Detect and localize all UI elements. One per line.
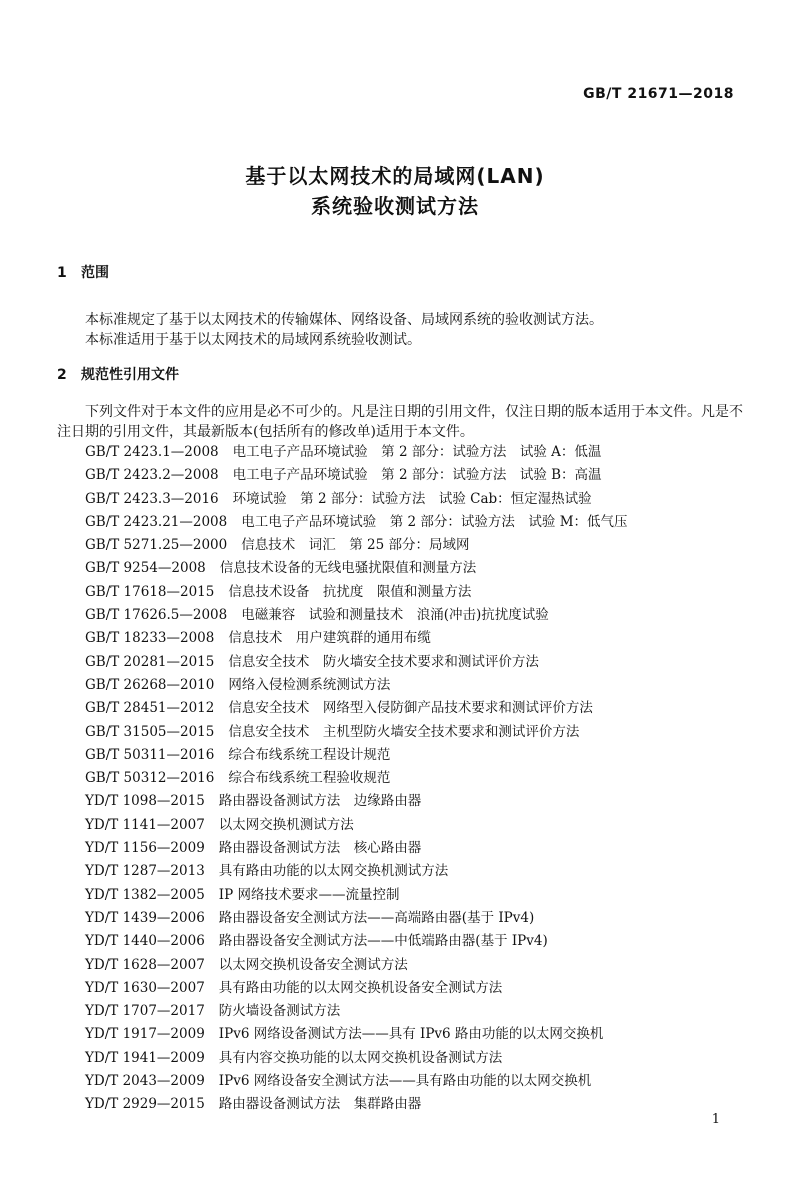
reference-code: YD/T 1440—2006 [85, 933, 205, 950]
reference-item [85, 721, 628, 744]
reference-item [85, 977, 628, 1000]
standard-code: GB/T 21671—2018 [583, 86, 734, 102]
reference-title: 路由器设备安全测试方法——中低端路由器(基于 IPv4) [218, 933, 548, 950]
reference-item [85, 1070, 628, 1093]
reference-item [85, 1047, 628, 1070]
reference-title: 信息技术设备的无线电骚扰限值和测量方法 [219, 560, 477, 577]
reference-item [85, 744, 628, 767]
reference-item [85, 557, 628, 580]
reference-item [85, 930, 628, 953]
section-title: 范围 [81, 265, 109, 281]
reference-item [85, 697, 628, 720]
reference-title: IP 网络技术要求——流量控制 [218, 886, 400, 903]
reference-code: YD/T 2043—2009 [85, 1073, 205, 1090]
reference-title: 路由器设备测试方法 核心路由器 [218, 840, 422, 857]
reference-code: GB/T 17618—2015 [85, 583, 215, 600]
reference-code: YD/T 1439—2006 [85, 909, 205, 926]
reference-code: GB/T 2423.2—2008 [85, 467, 219, 484]
reference-code: GB/T 50311—2016 [85, 746, 215, 763]
reference-code: YD/T 1628—2007 [85, 956, 205, 973]
scope-paragraph-1: 本标准规定了基于以太网技术的传输媒体、网络设备、局域网系统的验收测试方法。 [85, 312, 603, 328]
section-title: 规范性引用文件 [81, 367, 179, 383]
reference-item [85, 1023, 628, 1046]
scope-paragraph-2: 本标准适用于基于以太网技术的局域网系统验收测试。 [85, 332, 421, 348]
document-title-line-2: 系统验收测试方法 [311, 194, 479, 218]
reference-item [85, 488, 628, 511]
section-number: 2 [57, 367, 67, 383]
reference-title: 信息安全技术 主机型防火墙安全技术要求和测试评价方法 [228, 723, 580, 740]
reference-title: IPv6 网络设备测试方法——具有 IPv6 路由功能的以太网交换机 [218, 1026, 604, 1043]
reference-title: 电工电子产品环境试验 第 2 部分：试验方法 试验 B：高温 [232, 467, 602, 484]
reference-item [85, 884, 628, 907]
section-heading-scope [57, 262, 109, 282]
reference-title: 具有路由功能的以太网交换机设备安全测试方法 [218, 979, 503, 996]
reference-code: GB/T 5271.25—2000 [85, 537, 228, 554]
page-number: 1 [711, 1112, 720, 1127]
reference-item [85, 790, 628, 813]
reference-code: YD/T 1098—2015 [85, 793, 205, 810]
reference-code: YD/T 1141—2007 [85, 816, 205, 833]
reference-item [85, 1000, 628, 1023]
reference-title: 信息技术设备 抗扰度 限值和测量方法 [228, 583, 472, 600]
reference-item [85, 651, 628, 674]
reference-item [85, 464, 628, 487]
reference-title: 信息安全技术 网络型入侵防御产品技术要求和测试评价方法 [228, 700, 593, 717]
reference-item [85, 837, 628, 860]
reference-title: 信息技术 用户建筑群的通用布缆 [228, 630, 431, 647]
reference-list [85, 441, 628, 1117]
reference-item [85, 674, 628, 697]
reference-code: GB/T 26268—2010 [85, 676, 215, 693]
reference-title: 信息安全技术 防火墙安全技术要求和测试评价方法 [228, 653, 539, 670]
reference-code: GB/T 50312—2016 [85, 770, 215, 787]
reference-title: 环境试验 第 2 部分：试验方法 试验 Cab：恒定湿热试验 [232, 490, 592, 507]
reference-code: GB/T 31505—2015 [85, 723, 215, 740]
reference-title: 路由器设备安全测试方法——高端路由器(基于 IPv4) [218, 909, 535, 926]
reference-item [85, 441, 628, 464]
reference-title: 电磁兼容 试验和测量技术 浪涌(冲击)抗扰度试验 [241, 607, 549, 624]
reference-title: 防火墙设备测试方法 [218, 1003, 341, 1020]
reference-code: GB/T 28451—2012 [85, 700, 215, 717]
reference-code: GB/T 20281—2015 [85, 653, 215, 670]
reference-code: YD/T 1707—2017 [85, 1003, 205, 1020]
reference-item [85, 581, 628, 604]
reference-item [85, 860, 628, 883]
reference-item [85, 767, 628, 790]
reference-title: 网络入侵检测系统测试方法 [228, 676, 391, 693]
reference-code: GB/T 9254—2008 [85, 560, 206, 577]
references-intro: 下列文件对于本文件的应用是必不可少的。凡是注日期的引用文件，仅注日期的版本适用于本文件。凡是不注日期的引用文件，其最新版本(包括所有的修改单)适用于本文件。 [57, 404, 743, 440]
reference-title: 电工电子产品环境试验 第 2 部分：试验方法 试验 A：低温 [232, 444, 602, 460]
reference-item [85, 534, 628, 557]
reference-title: 具有路由功能的以太网交换机测试方法 [218, 863, 449, 880]
reference-title: 路由器设备测试方法 边缘路由器 [218, 793, 422, 810]
reference-item [85, 627, 628, 650]
reference-title: 信息技术 词汇 第 25 部分：局域网 [241, 537, 470, 554]
reference-title: 以太网交换机设备安全测试方法 [218, 956, 408, 973]
reference-code: YD/T 1287—2013 [85, 863, 205, 880]
reference-code: YD/T 1917—2009 [85, 1026, 205, 1043]
reference-title: 以太网交换机测试方法 [218, 816, 354, 833]
reference-title: 路由器设备测试方法 集群路由器 [218, 1096, 422, 1113]
reference-item [85, 814, 628, 837]
reference-title: IPv6 网络设备安全测试方法——具有路由功能的以太网交换机 [218, 1073, 592, 1090]
reference-item [85, 604, 628, 627]
reference-title: 综合布线系统工程验收规范 [228, 770, 391, 787]
reference-code: YD/T 1382—2005 [85, 886, 205, 903]
reference-code: YD/T 2929—2015 [85, 1096, 205, 1113]
reference-code: YD/T 1156—2009 [85, 840, 205, 857]
reference-code: YD/T 1630—2007 [85, 979, 205, 996]
section-heading-references [57, 364, 179, 384]
reference-code: GB/T 17626.5—2008 [85, 607, 228, 624]
section-number: 1 [57, 265, 67, 281]
reference-item [85, 954, 628, 977]
reference-title: 具有内容交换功能的以太网交换机设备测试方法 [218, 1049, 503, 1066]
reference-code: GB/T 18233—2008 [85, 630, 215, 647]
reference-title: 电工电子产品环境试验 第 2 部分：试验方法 试验 M：低气压 [241, 513, 628, 530]
reference-item [85, 1093, 628, 1116]
reference-code: GB/T 2423.1—2008 [85, 444, 219, 460]
reference-item [85, 511, 628, 534]
reference-code: GB/T 2423.3—2016 [85, 490, 219, 507]
reference-code: GB/T 2423.21—2008 [85, 513, 228, 530]
reference-title: 综合布线系统工程设计规范 [228, 746, 391, 763]
reference-item [85, 907, 628, 930]
document-title-line-1: 基于以太网技术的局域网(LAN) [245, 164, 545, 188]
reference-code: YD/T 1941—2009 [85, 1049, 205, 1066]
